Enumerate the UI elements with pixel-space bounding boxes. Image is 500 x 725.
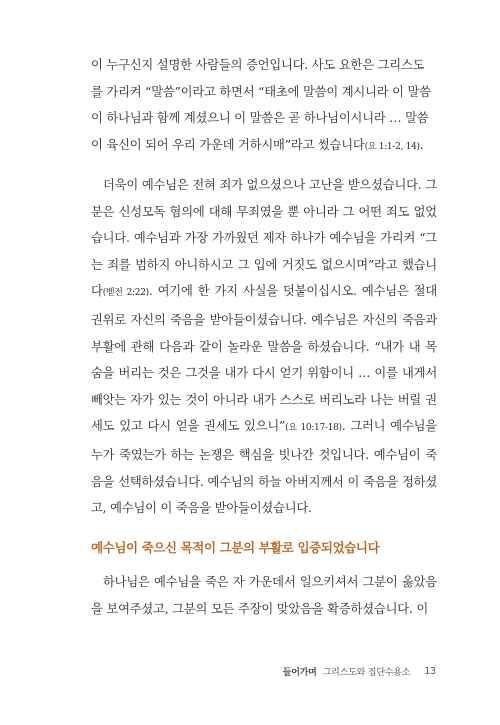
paragraph-2-text-a: 더욱이 예수님은 전혀 죄가 없으셨으나 고난을 받으셨습니다. 그분은 신성모독 혐의에 대해 무죄였을 뿐 아니라 그 어떤 죄도 없었습니다. 예수님과 가장 가까웠던 제자 하나가 예수님을 가리켜 “그는 죄를 범하지 아니하시고 그 입에 거짓도 없으시며”라고 했습니다: [91, 178, 437, 299]
paragraph-1-line-2: 를 가리켜 “말씀”이라고 하면서 “태초에 말씀이 계시니라 이 말씀: [91, 84, 431, 99]
paragraph-1: [91, 52, 437, 160]
paragraph-3: 하나님은 예수님을 죽은 자 가운데서 일으키셔서 그분이 옳았음을 보여주셨고, 그분의 모든 주장이 맞았음을 확증하셨습니다. 이: [91, 575, 437, 616]
paragraph-1-end: .: [419, 137, 424, 152]
paragraph-1-line-3: 이 하나님과 함께 계셨으니 이 말씀은 곧 하나님이시니라 … 말씀: [91, 111, 429, 126]
page-footer: [283, 665, 436, 678]
page-number: 13: [424, 666, 436, 677]
paragraph-1-line-1: 이 누구신지 설명한 사람들의 증언입니다. 사도 요한은 그리스도: [91, 58, 425, 72]
footer-section-label: 들어가며: [282, 668, 317, 678]
scripture-reference: (벧전 2:22): [102, 288, 149, 299]
footer-chapter-title: 그리스도와 집단수용소: [322, 668, 411, 678]
scripture-reference: (요 10:17-18): [285, 423, 342, 434]
paragraph-2-text-c: . 그러니 예수님을 누가 죽였는가 하는 논쟁은 핵심을 빗나간 것입니다. 예수님이 죽음을 선택하셨습니다. 예수님의 하늘 아버지께서 이 죽음을 정하셨고, 예수님이 이 죽음을 받아들이셨습니다.: [91, 419, 437, 516]
section-heading: 예수님이 죽으신 목적이 그분의 부활로 입증되었습니다: [91, 540, 380, 555]
paragraph-2: [91, 172, 437, 522]
scripture-reference: (요 1:1-2, 14): [364, 141, 420, 152]
paragraph-1-line-4: 이 육신이 되어 우리 가운데 거하시매”라고 썼습니다: [91, 137, 365, 152]
paragraph-2-text-b: . 여기에 한 가지 사실을 덧붙이십시오. 예수님은 절대 권위로 자신의 죽음을 받아들이셨습니다. 예수님은 자신의 죽음과 부활에 관해 다음과 같이 놀라운 말씀을 하셨습니다. “내가 내 목숨을 버리는 것은 그것을 내가 다시 얻기 위함이니 … 이를 내게서 빼앗는 자가 있는 것이 아니라 내가 스스로 버리노라 나는 버릴 권세도 있고 다시 얻을 권세도 있으니”: [91, 284, 437, 434]
